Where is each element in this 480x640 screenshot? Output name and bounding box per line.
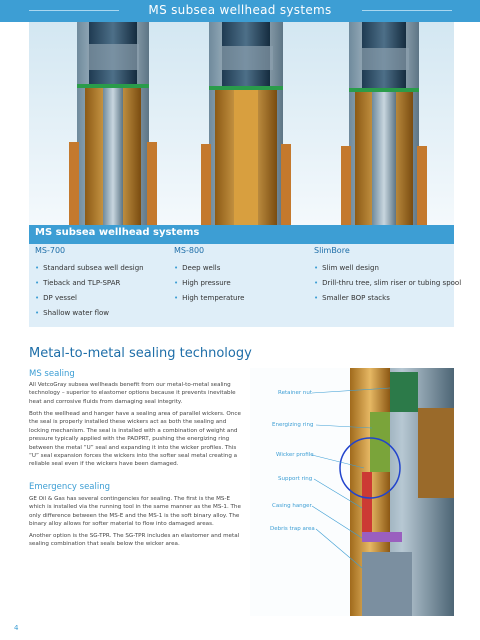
systems-panel-title: MS subsea wellhead systems [35,227,200,238]
column-heading: MS-700 [35,246,66,255]
paragraph: GE Oil & Gas has several contingencies for sealing. The first is the MS-E which is installed via the running tool in the same manner as the MS-1. The only difference between the MS-E and the MS-1 is the soft binary alloy. The binary alloy allows for softer material to flow into damaged areas. [29,496,241,528]
list-item: • Slim well design [314,264,379,272]
column-heading: SlimBore [314,246,350,255]
column-ms-800 [174,246,309,302]
list-item: • DP vessel [35,294,77,302]
systems-panel [29,225,462,327]
section-title: Metal-to-metal sealing technology [29,346,252,361]
column-slimbore [314,246,462,302]
list-item: • High pressure [174,279,231,287]
wellhead-slimbore-render [341,22,427,225]
label-wicker-profile: Wicker profile [276,452,314,458]
column-ms-700 [35,246,170,317]
label-debris-trap-area: Debris trap area [270,526,315,532]
list-item: • Shallow water flow [35,309,110,317]
wellhead-ms-700-render [69,22,157,225]
subheading-ms-sealing: MS sealing [29,369,75,379]
paragraph: Both the wellhead and hanger have a sealing area of parallel wickers. Once the seal is properly installed these wickers act as both the sealing and locking mechanism. The seal is installed with a combination of weight and pressure typically applied with the PADPRT, pushing the energizing ring between the metal “U” seal and expanding it into the wicker profiles. This “U” seal expansion forces the wickers into the softer seal metal creating a reliable seal even if the wickers have been damaged. [29,411,241,468]
subheading-emergency-sealing: Emergency sealing [29,482,111,492]
label-energizing-ring: Energizing ring [272,422,314,428]
page-number: 4 [14,624,19,632]
page-title: MS subsea wellhead systems [148,3,332,17]
seal-cross-section-image [250,368,454,616]
list-item: • Smaller BOP stacks [314,294,390,302]
label-support-ring: Support ring [278,476,313,482]
list-item: • Standard subsea well design [35,264,144,272]
list-item: • Tieback and TLP-SPAR [35,279,121,287]
paragraph: Another option is the SG-TPR. The SG-TPR includes an elastomer and metal sealing combination that seals below the wicker area. [29,533,240,548]
systems-panel-header [29,225,454,244]
paragraph: All VetcoGray subsea wellheads benefit from our metal-to-metal sealing technology – superior to elastomer options because it prevents inevitable heat and corrosive fluids from damaging seal integrity. [29,382,236,405]
wellhead-ms-800-render [201,22,291,225]
label-retainer-nut: Retainer nut [278,390,313,396]
column-heading: MS-800 [174,246,205,255]
label-casing-hanger: Casing hanger [272,503,312,509]
header-rule-right [362,10,452,11]
list-item: • Drill-thru tree, slim riser or tubing spool [314,279,462,287]
list-item: • Deep wells [174,264,221,272]
list-item: • High temperature [174,294,245,302]
wellhead-cross-sections-image [29,22,454,225]
header-bar [0,0,480,22]
seal-diagram [250,368,454,616]
